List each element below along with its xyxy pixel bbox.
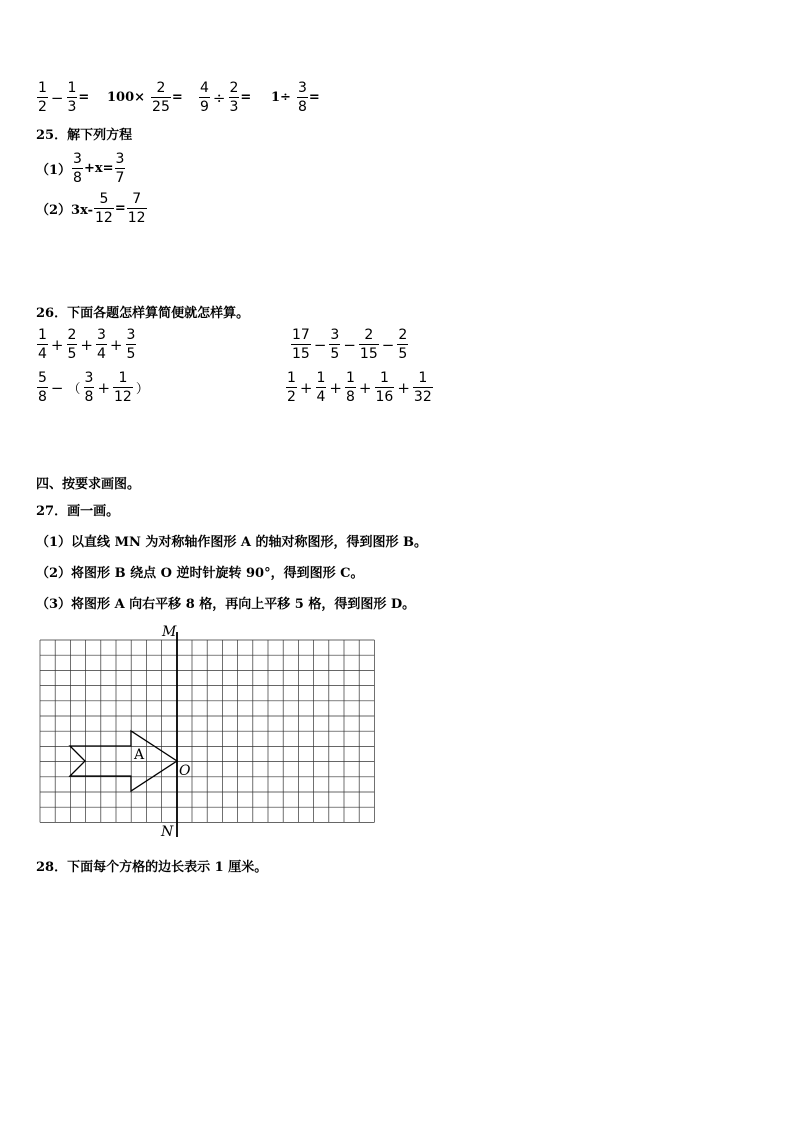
fraction: $\frac{1}{32}$ bbox=[413, 370, 432, 405]
fraction: $\frac{1}{2}$ bbox=[287, 370, 296, 405]
row24-e2: 100× $\frac{2}{25}$ = bbox=[107, 80, 183, 115]
grid-lines bbox=[40, 640, 374, 822]
fraction: $\frac{5}{12}$ bbox=[95, 191, 113, 226]
fraction: $\frac{2}{5}$ bbox=[67, 327, 77, 362]
q26-expr3: $\frac{5}{8}$ − （ $\frac{3}{8}$ + $\frac{1}{12}$ ） bbox=[38, 370, 149, 405]
fraction: $\frac{4}{9}$ bbox=[200, 80, 209, 115]
q26-expr2: $\frac{17}{15}$ − $\frac{3}{5}$ − $\frac{2}{15}$ − $\frac{2}{5}$ bbox=[292, 327, 408, 362]
q26-expr1: $\frac{1}{4}$ + $\frac{2}{5}$ + $\frac{3}{4}$ + $\frac{3}{5}$ bbox=[38, 327, 136, 362]
q25-part1: （1） $\frac{3}{8}$ +x= $\frac{3}{7}$ bbox=[36, 151, 125, 186]
q28-title: 28．下面每个方格的边长表示 1 厘米。 bbox=[36, 860, 268, 875]
fraction: $\frac{3}{5}$ bbox=[126, 327, 136, 362]
row24-e1: $\frac{1}{2}$ − $\frac{1}{3}$ = bbox=[38, 80, 90, 115]
fraction: $\frac{1}{4}$ bbox=[38, 327, 47, 362]
fraction: $\frac{3}{7}$ bbox=[115, 151, 125, 186]
fraction: $\frac{3}{8}$ bbox=[73, 151, 82, 186]
q25-title: 25．解下列方程 bbox=[36, 128, 133, 143]
q26-expr4: $\frac{1}{2}$ + $\frac{1}{4}$ + $\frac{1}{8}$ + $\frac{1}{16}$ + $\frac{1}{32}$ bbox=[287, 370, 432, 405]
fraction: $\frac{3}{8}$ bbox=[297, 80, 307, 115]
fraction: $\frac{3}{8}$ bbox=[84, 370, 94, 405]
fraction: $\frac{2}{25}$ bbox=[152, 80, 170, 115]
q27-instruction-2: （2）将图形 B 绕点 O 逆时针旋转 90°，得到图形 C。 bbox=[36, 566, 364, 581]
label-o: O bbox=[179, 763, 191, 779]
section4-title: 四、按要求画图。 bbox=[36, 477, 141, 492]
row24-e4: 1÷ $\frac{3}{8}$ = bbox=[271, 80, 320, 115]
fraction: $\frac{2}{3}$ bbox=[229, 80, 239, 115]
label-a: A bbox=[134, 747, 145, 763]
q27-instruction-3: （3）将图形 A 向右平移 8 格，再向上平移 5 格，得到图形 D。 bbox=[36, 597, 416, 612]
q27-title: 27．画一画。 bbox=[36, 504, 120, 519]
fraction: $\frac{3}{4}$ bbox=[97, 327, 106, 362]
q26-title: 26．下面各题怎样算简便就怎样算。 bbox=[36, 306, 250, 321]
fraction: $\frac{7}{12}$ bbox=[127, 191, 146, 226]
fraction: $\frac{2}{15}$ bbox=[359, 327, 378, 362]
fraction: $\frac{1}{3}$ bbox=[67, 80, 77, 115]
fraction: $\frac{1}{16}$ bbox=[375, 370, 394, 405]
fraction: $\frac{1}{4}$ bbox=[316, 370, 326, 405]
fraction: $\frac{1}{2}$ bbox=[38, 80, 47, 115]
fraction: $\frac{2}{5}$ bbox=[398, 327, 408, 362]
fraction: $\frac{1}{12}$ bbox=[114, 370, 132, 405]
fraction: $\frac{5}{8}$ bbox=[38, 370, 47, 405]
fraction: $\frac{17}{15}$ bbox=[292, 327, 310, 362]
row24-e3: $\frac{4}{9}$ ÷ $\frac{2}{3}$ = bbox=[200, 80, 252, 115]
label-m: M bbox=[162, 624, 177, 640]
label-n: N bbox=[161, 824, 174, 840]
fraction: $\frac{1}{8}$ bbox=[346, 370, 355, 405]
q25-part2: （2）3x- $\frac{5}{12}$ = $\frac{7}{12}$ bbox=[36, 191, 146, 226]
q27-instruction-1: （1）以直线 MN 为对称轴作图形 A 的轴对称图形，得到图形 B。 bbox=[36, 535, 428, 550]
shape-a bbox=[70, 731, 177, 791]
fraction: $\frac{3}{5}$ bbox=[330, 327, 340, 362]
